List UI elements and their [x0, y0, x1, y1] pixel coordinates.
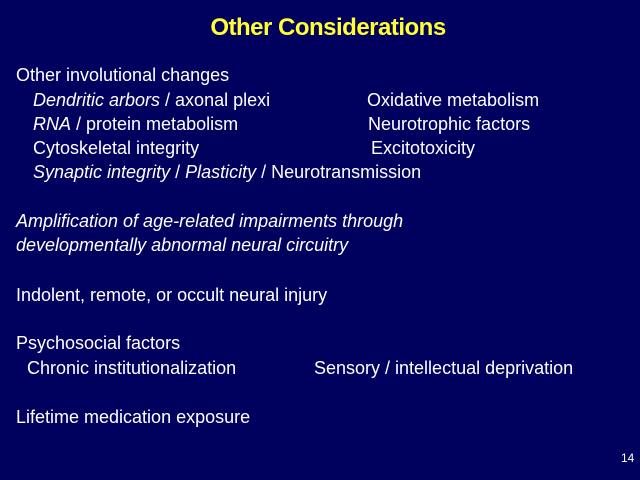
sensory-deprivation-text: Sensory / intellectual deprivation: [314, 358, 574, 378]
chronic-institutionalization-text: Chronic institutionalization: [27, 358, 237, 378]
axonal-plexi-text: / axonal plexi: [160, 90, 271, 110]
cytoskeletal-integrity-text: Cytoskeletal integrity: [33, 138, 200, 158]
amplification-line1: Amplification of age-related impairments through: [16, 211, 404, 231]
amplification-line2: developmentally abnormal neural circuitry: [16, 235, 349, 255]
indolent-injury-text: Indolent, remote, or occult neural injury: [16, 285, 328, 305]
synaptic-integrity-text: Synaptic integrity: [33, 162, 171, 182]
plasticity-text: Plasticity: [185, 162, 257, 182]
slide-number: 14: [621, 451, 635, 465]
protein-metabolism-text: / protein metabolism: [71, 114, 239, 134]
medication-exposure-text: Lifetime medication exposure: [16, 407, 251, 427]
involutional-row1-left: [33, 89, 270, 111]
neurotransmission-text: / Neurotransmission: [256, 162, 422, 182]
psychosocial-heading: Psychosocial factors: [16, 333, 181, 353]
excitotoxicity-text: Excitotoxicity: [371, 138, 476, 158]
involutional-heading: Other involutional changes: [16, 65, 230, 85]
row4-separator: /: [170, 162, 186, 182]
neurotrophic-factors-text: Neurotrophic factors: [368, 114, 531, 134]
involutional-row4: [33, 161, 421, 183]
rna-text: RNA: [33, 114, 72, 134]
dendritic-arbors-text: Dendritic arbors: [33, 90, 161, 110]
involutional-row2-left: [33, 113, 238, 135]
oxidative-metabolism-text: Oxidative metabolism: [367, 90, 540, 110]
slide-title: Other Considerations: [210, 14, 446, 41]
